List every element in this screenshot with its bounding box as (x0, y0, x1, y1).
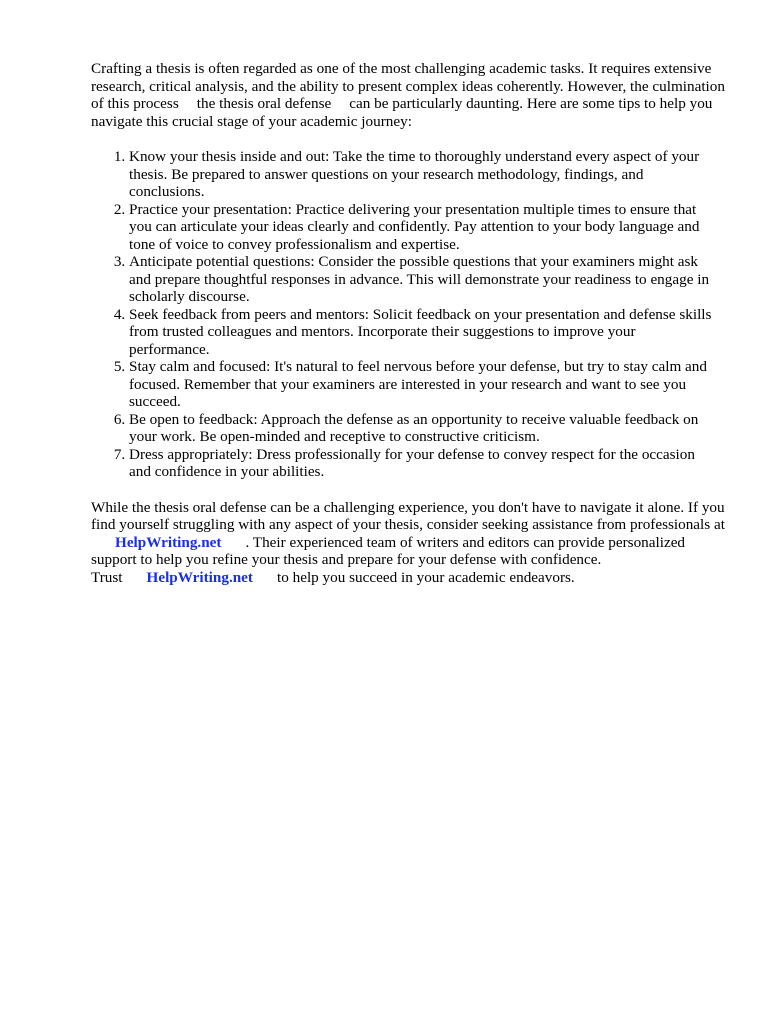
tip-item-1: 1. Know your thesis inside and out: Take the time to thoroughly understand every aspect of your thesis. Be prepared to answer questions on your research methodology, findings, and conclusions. (129, 148, 714, 201)
closing-text-part2: . Their experienced team of writers and editors can provide personalized support to help you refine your thesis and prepare for your defense with confidence. (91, 533, 686, 568)
document-page (91, 60, 731, 586)
helpwriting-link-2[interactable]: HelpWriting.net (146, 568, 253, 586)
trust-text: Trust (91, 568, 123, 586)
tip-item-2: 2. Practice your presentation: Practice delivering your presentation multiple times to ensure that you can articulate your ideas clearly and confidently. Pay attention to your body language and tone of voice to convey professionalism and expertise. (129, 201, 714, 254)
closing-paragraph (91, 499, 731, 587)
closing-text-part3: to help you succeed in your academic endeavors. (277, 568, 575, 586)
helpwriting-link-1[interactable]: HelpWriting.net (115, 533, 222, 551)
tip-item-4: 4. Seek feedback from peers and mentors: Solicit feedback on your presentation and defense skills from trusted colleagues and mentors. Incorporate their suggestions to improve your performance. (129, 306, 714, 359)
tip-item-5: 5. Stay calm and focused: It's natural to feel nervous before your defense, but try to stay calm and focused. Remember that your examiners are interested in your research and want to see you succeed. (129, 358, 714, 411)
intro-text-part1: Crafting a thesis is often regarded as one of the most challenging academic tasks. It requires extensive research, critical analysis, and the ability to present complex ideas coherently. However, the culmination of this process (91, 60, 725, 112)
tips-list (91, 148, 731, 481)
closing-text-part1: While the thesis oral defense can be a challenging experience, you don't have to navigate it alone. If you find yourself struggling with any aspect of your thesis, consider seeking assistance from professionals at (91, 498, 725, 533)
intro-paragraph (91, 60, 731, 130)
tip-item-7: 7. Dress appropriately: Dress professionally for your defense to convey respect for the occasion and confidence in your abilities. (129, 446, 714, 481)
tip-item-6: 6. Be open to feedback: Approach the defense as an opportunity to receive valuable feedback on your work. Be open-minded and receptive to constructive criticism. (129, 411, 714, 446)
intro-text-part3: can be particularly daunting. Here are some tips to help you navigate this crucial stage of your academic journey: (91, 95, 713, 130)
intro-text-part2: the thesis oral defense (196, 95, 332, 112)
tip-item-3: 3. Anticipate potential questions: Consider the possible questions that your examiners might ask and prepare thoughtful responses in advance. This will demonstrate your readiness to engage in scholarly discourse. (129, 253, 714, 306)
